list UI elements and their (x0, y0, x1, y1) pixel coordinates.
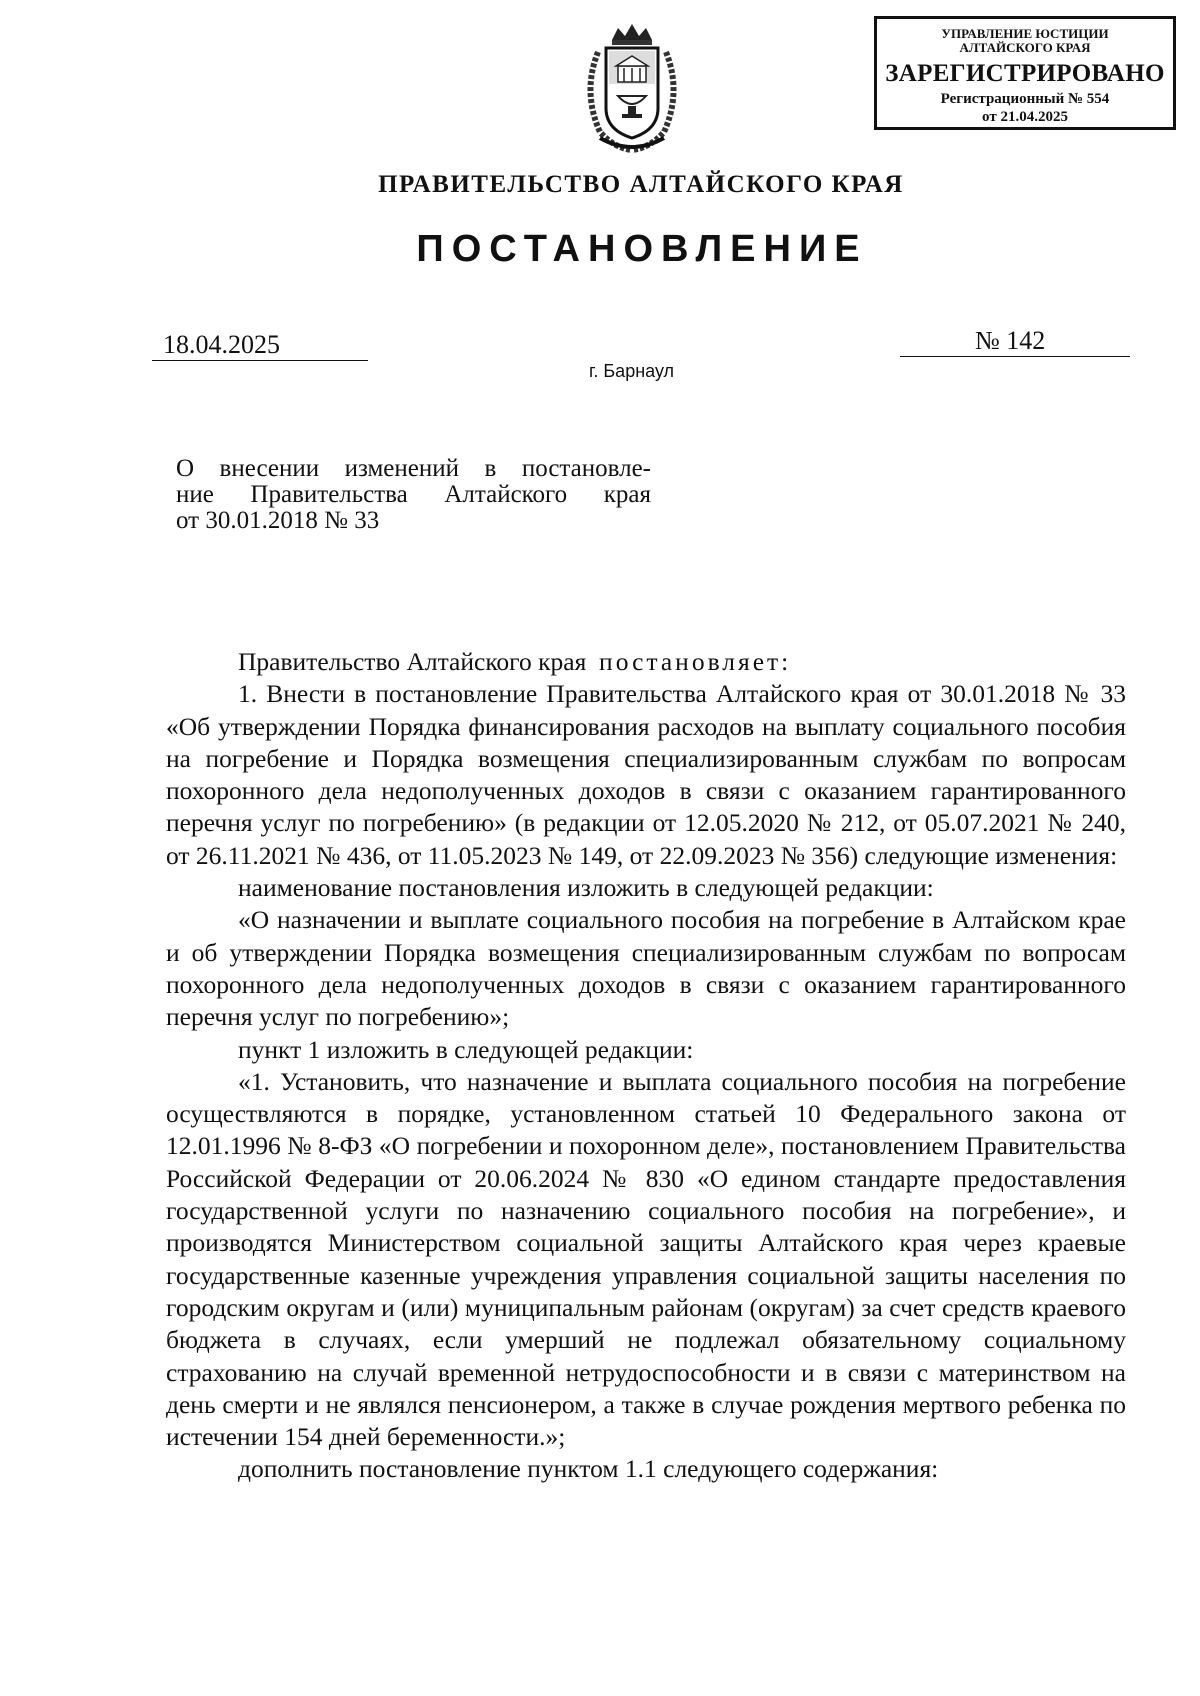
intro-verb: постановляет: (599, 647, 792, 676)
stamp-registered: ЗАРЕГИСТРИРОВАНО (885, 60, 1165, 87)
city-label: г. Барнаул (589, 361, 675, 381)
document-body (166, 646, 1126, 1486)
body-paragraph: «О назначении и выплате социального пособия на погребение в Алтайском крае и об утверждении Порядка возмещения специализированным службам по вопросам похоронного дела недополученных доходов в связи с оказанием гарантированного перечня услуг по погребению»; (166, 905, 1126, 1032)
document-subject (176, 456, 651, 534)
intro-prefix: Правительство Алтайского края (238, 647, 587, 676)
intro-paragraph (166, 646, 1126, 678)
subject-line: от 30.01.2018 № 33 (176, 507, 380, 534)
registration-stamp (874, 16, 1176, 130)
number-underline (900, 356, 1130, 357)
body-paragraph: «1. Установить, что назначение и выплата социального пособия на погребение осуществляются в порядке, установленном статьей 10 Федерального закона от 12.01.1996 № 8-ФЗ «О погребении и похоронном деле», постановлением Правительства Российской Федерации от 20.06.2024 № 830 «О едином стандарте предоставления государственной услуги по назначению социального пособия на погребение», и производятся Министерством социальной защиты Алтайского края через краевые государственные казенные учреждения управления социальной защиты населения по городским округам и (или) муниципальным районам (округам) за счет средств краевого бюджета в случаях, если умерший не подлежал обязательному социальному страхованию на случай временной нетрудоспособности и в связи с материнством на день смерти и не являлся пенсионером, а также в случае рождения мертвого ребенка по истечении 154 дней беременности.»; (166, 1066, 1126, 1452)
stamp-org-line2: АЛТАЙСКОГО КРАЯ (959, 40, 1091, 55)
stamp-org-line1: УПРАВЛЕНИЕ ЮСТИЦИИ (941, 26, 1109, 41)
body-paragraph: 1. Внести в постановление Правительства Алтайского края от 30.01.2018 № 33 «Об утверждении Порядка финансирования расходов на выплату социального пособия на погребение и Порядка возмещения специализированным службам по вопросам похоронного дела недополученных доходов в связи с оказанием гарантированного перечня услуг по погребению» (в редакции от 12.05.2020 № 212, от 05.07.2021 № 240, от 26.11.2021 № 436, от 11.05.2023 № 149, от 22.09.2023 № 356) следующие изменения: (166, 679, 1126, 870)
body-paragraph: пункт 1 изложить в следующей редакции: (238, 1034, 694, 1064)
document-date: 18.04.2025 (163, 330, 280, 359)
document-number: № 142 (975, 326, 1046, 355)
coat-of-arms-emblem (578, 22, 686, 154)
document-type-title: ПОСТАНОВЛЕНИЕ (416, 228, 868, 270)
subject-line: ние Правительства Алтайского края (176, 481, 651, 508)
stamp-reg-number: Регистрационный № 554 (940, 91, 1110, 107)
body-paragraph: наименование постановления изложить в следующей редакции: (238, 873, 934, 903)
stamp-reg-date: от 21.04.2025 (982, 109, 1068, 125)
body-paragraph: дополнить постановление пунктом 1.1 следующего содержания: (238, 1454, 939, 1484)
date-underline (152, 360, 368, 361)
government-title: ПРАВИТЕЛЬСТВО АЛТАЙСКОГО КРАЯ (378, 171, 904, 198)
subject-line: О внесении изменений в постановле- (176, 455, 651, 482)
